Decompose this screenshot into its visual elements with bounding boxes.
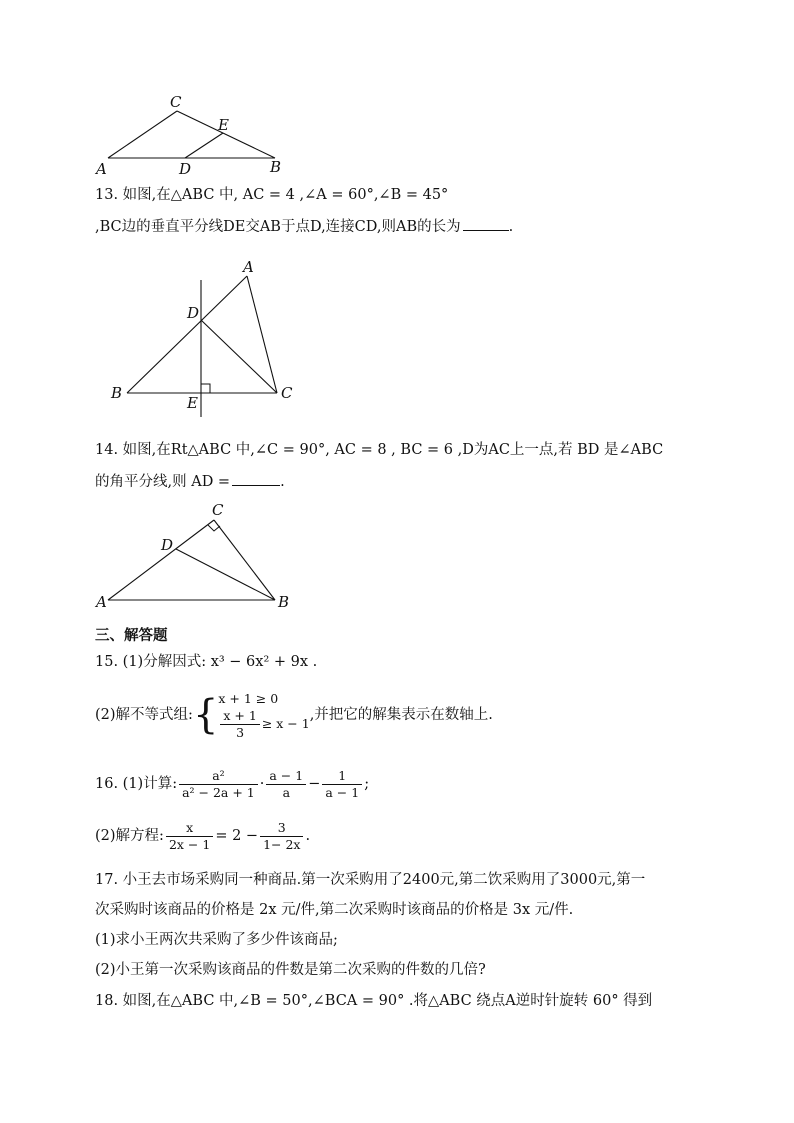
label-e: E	[218, 116, 229, 134]
q16-part1	[95, 762, 369, 806]
numerator: a − 1	[266, 768, 306, 785]
q16-part2	[95, 814, 310, 858]
minus-sign: −	[308, 776, 321, 792]
label-a: A	[96, 160, 107, 178]
q14-line2	[95, 471, 285, 492]
q14-text: 的角平分线,则 AD =	[95, 474, 231, 490]
denominator: a² − 2a + 1	[182, 784, 255, 800]
label-a: A	[243, 258, 254, 276]
label-b: B	[278, 593, 290, 611]
q16-part1-prefix: 16. (1)计算:	[95, 776, 178, 792]
q15-part1: 15. (1)分解因式: x³ − 6x² + 9x .	[95, 654, 318, 670]
numerator: a²	[179, 768, 258, 785]
label-c: C	[212, 501, 224, 519]
answer-blank	[463, 216, 509, 231]
fraction	[266, 768, 306, 801]
label-d: D	[161, 536, 174, 554]
inequality-1: x + 1 ≥ 0	[218, 690, 279, 706]
q13-end: .	[508, 219, 514, 235]
label-b: B	[111, 384, 123, 402]
equals-part: = 2 −	[215, 828, 259, 844]
denominator: 3	[236, 724, 245, 740]
inequality-system	[218, 690, 309, 741]
numerator: 1	[322, 768, 362, 785]
inequality-rhs: ≥ x − 1	[261, 716, 310, 731]
denominator: a − 1	[325, 784, 360, 800]
q18-line1: 18. 如图,在△ABC 中,∠B = 50°,∠BCA = 90° .将△ABC 绕点A逆时针旋转 60° 得到	[95, 993, 653, 1009]
q15-part2-prefix: (2)解不等式组:	[95, 707, 193, 723]
label-d: D	[187, 304, 200, 322]
fraction	[179, 768, 258, 801]
numerator: x	[166, 820, 213, 837]
q17-line4: (2)小王第一次采购该商品的件数是第二次采购的件数的几倍?	[95, 962, 486, 978]
figure-perpendicular-bisector	[105, 255, 305, 420]
label-a: A	[96, 593, 107, 611]
denominator: a	[282, 784, 291, 800]
period: .	[305, 828, 311, 844]
label-b: B	[270, 158, 282, 176]
figure-triangle-abc-de	[90, 90, 300, 182]
q13-line2	[95, 216, 513, 237]
label-e: E	[187, 394, 198, 412]
inequality-2	[218, 708, 309, 741]
q17-line2: 次采购时该商品的价格是 2x 元/件,第二次采购时该商品的价格是 3x 元/件.	[95, 902, 574, 918]
q14-line1: 14. 如图,在Rt△ABC 中,∠C = 90°, AC = 8 , BC = 6 ,D为AC上一点,若 BD 是∠ABC	[95, 442, 664, 458]
q13-text: ,BC边的垂直平分线DE交AB于点D,连接CD,则AB的长为	[95, 219, 461, 235]
label-d: D	[179, 160, 192, 178]
fraction	[166, 820, 213, 853]
q15-part2	[95, 680, 493, 750]
brace-icon: {	[192, 692, 219, 738]
numerator: 3	[260, 820, 303, 837]
label-c: C	[170, 93, 182, 111]
section-heading: 三、解答题	[95, 627, 168, 644]
denominator: 2x − 1	[168, 836, 211, 852]
answer-blank	[232, 471, 280, 486]
q17-line3: (1)求小王两次共采购了多少件该商品;	[95, 932, 338, 948]
denominator: 1− 2x	[263, 836, 301, 852]
q15-part2-suffix: ,并把它的解集表示在数轴上.	[309, 707, 493, 723]
multiply-dot: ·	[259, 776, 265, 792]
label-c: C	[281, 384, 293, 402]
numerator: x + 1	[220, 708, 259, 725]
fraction	[220, 708, 259, 741]
figure-right-triangle-bisector	[92, 500, 302, 612]
fraction	[260, 820, 303, 853]
q14-end: .	[280, 474, 285, 490]
q17-line1: 17. 小王去市场采购同一种商品.第一次采购用了2400元,第二饮采购用了3000元,第一	[95, 872, 646, 888]
q13-line1: 13. 如图,在△ABC 中, AC = 4 ,∠A = 60°,∠B = 45°	[95, 187, 449, 203]
q16-part2-prefix: (2)解方程:	[95, 828, 164, 844]
semicolon: ;	[364, 776, 370, 792]
fraction	[322, 768, 362, 801]
